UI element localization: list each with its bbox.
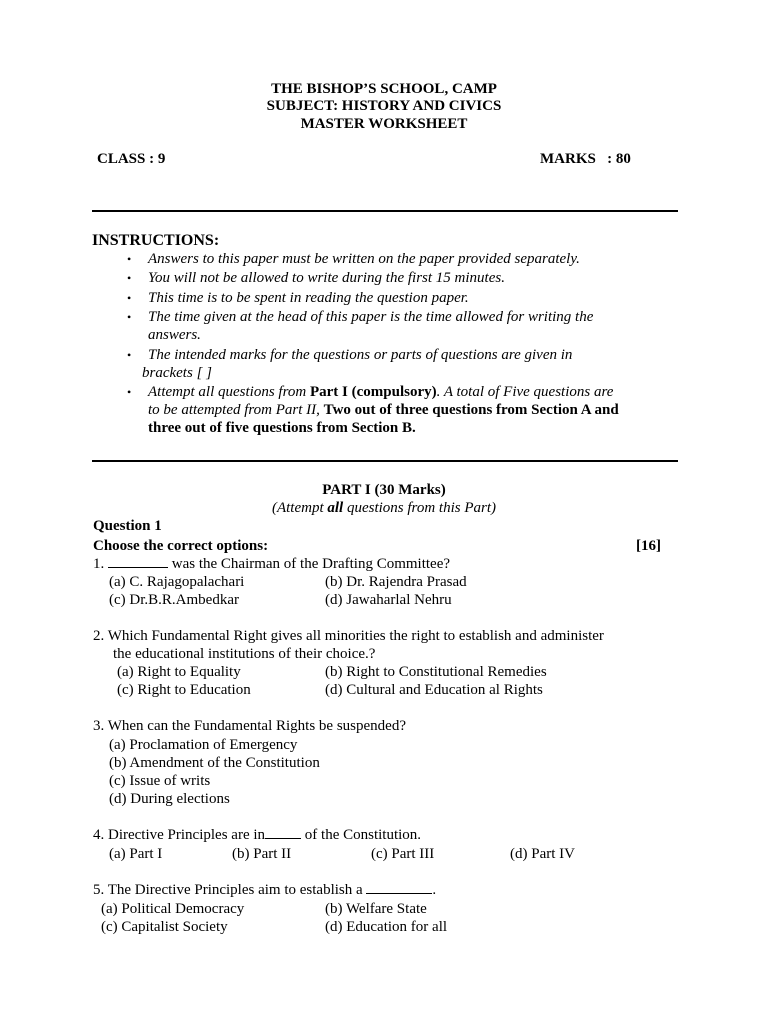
q2-option-a: (a) Right to Equality	[117, 664, 241, 680]
instruction-item: This time is to be spent in reading the question paper.	[148, 290, 469, 306]
bullet-icon: •	[127, 291, 132, 305]
part1-sub-bold: all	[327, 500, 344, 516]
q1-option-a: (a) C. Rajagopalachari	[109, 574, 245, 590]
question1-instruction: Choose the correct options:	[93, 538, 269, 554]
q4-text	[93, 826, 421, 844]
q2-option-b: (b) Right to Constitutional Remedies	[325, 664, 547, 680]
fill-blank	[366, 893, 432, 894]
instr-text: . A total of Five questions are	[436, 384, 614, 400]
q5-option-c: (c) Capitalist Society	[101, 919, 228, 935]
q1-option-c: (c) Dr.B.R.Ambedkar	[109, 592, 239, 608]
bullet-icon: •	[127, 252, 132, 266]
bullet-icon: •	[127, 385, 132, 399]
q2-option-c: (c) Right to Education	[117, 682, 251, 698]
q3-option-a: (a) Proclamation of Emergency	[109, 737, 298, 753]
part1-heading: PART I (30 Marks)	[322, 482, 446, 498]
instruction-item-cont: answers.	[148, 327, 201, 343]
worksheet-title: MASTER WORKSHEET	[300, 116, 468, 132]
marks-label: MARKS : 80	[540, 151, 631, 167]
q1-option-d: (d) Jawaharlal Nehru	[325, 592, 452, 608]
q3-option-c: (c) Issue of writs	[109, 773, 211, 789]
instruction-item-last	[148, 383, 688, 401]
question1-label: Question 1	[93, 518, 162, 534]
q1-number: 1.	[93, 556, 105, 572]
subject-title: SUBJECT: HISTORY AND CIVICS	[266, 98, 502, 114]
q4-option-c: (c) Part III	[371, 846, 435, 862]
class-label: CLASS : 9	[97, 151, 166, 167]
question1-marks: [16]	[636, 538, 661, 554]
q5-option-d: (d) Education for all	[325, 919, 448, 935]
q5-option-b: (b) Welfare State	[325, 901, 427, 917]
q5-text	[93, 881, 436, 899]
instr-text: Attempt all questions from	[148, 384, 310, 400]
q3-option-d: (d) During elections	[109, 791, 230, 807]
bullet-icon: •	[127, 271, 132, 285]
instr-text: to be attempted from Part II,	[148, 402, 324, 418]
bullet-icon: •	[127, 310, 132, 324]
q2-text-cont: the educational institutions of their choice.?	[113, 646, 376, 662]
instruction-item: Answers to this paper must be written on the paper provided separately.	[148, 251, 580, 267]
instruction-item: You will not be allowed to write during the first 15 minutes.	[148, 270, 505, 286]
q4-option-d: (d) Part IV	[510, 846, 575, 862]
q5-stem: 5. The Directive Principles aim to establish a	[93, 882, 367, 898]
q3-text: 3. When can the Fundamental Rights be suspended?	[93, 718, 406, 734]
instruction-item: The time given at the head of this paper is the time allowed for writing the	[148, 309, 594, 325]
q2-option-d: (d) Cultural and Education al Rights	[325, 682, 543, 698]
part1-sub-text: (Attempt	[271, 500, 328, 516]
q1-option-b: (b) Dr. Rajendra Prasad	[325, 574, 467, 590]
q1-stem: was the Chairman of the Drafting Committee?	[168, 556, 451, 572]
part1-sub-text: questions from this Part)	[343, 500, 497, 516]
instructions-heading: INSTRUCTIONS:	[92, 232, 220, 249]
q4-option-a: (a) Part I	[109, 846, 163, 862]
q4-stem: 4. Directive Principles are in	[93, 827, 266, 843]
bullet-icon: •	[127, 348, 132, 362]
q2-text: 2. Which Fundamental Right gives all minorities the right to establish and administer	[93, 628, 604, 644]
school-name: THE BISHOP’S SCHOOL, CAMP	[271, 81, 497, 97]
q4-option-b: (b) Part II	[232, 846, 292, 862]
q1-text	[93, 555, 450, 573]
part1-subheading	[0, 499, 768, 517]
instr-bold-text: Two out of three questions from Section A and	[323, 402, 619, 418]
instruction-item: The intended marks for the questions or parts of questions are given in	[148, 347, 573, 363]
q4-stem: of the Constitution.	[301, 827, 422, 843]
q3-option-b: (b) Amendment of the Constitution	[109, 755, 320, 771]
instruction-item-cont: brackets [ ]	[142, 365, 212, 381]
q5-stem: .	[432, 882, 437, 898]
divider-top	[92, 210, 678, 212]
q5-option-a: (a) Political Democracy	[101, 901, 245, 917]
fill-blank	[108, 567, 168, 568]
fill-blank	[265, 838, 301, 839]
divider-middle	[92, 460, 678, 462]
instruction-item-cont	[148, 401, 688, 419]
instruction-item-cont: three out of five questions from Section B.	[148, 420, 416, 436]
instr-part-bold: Part I (compulsory)	[309, 384, 437, 400]
